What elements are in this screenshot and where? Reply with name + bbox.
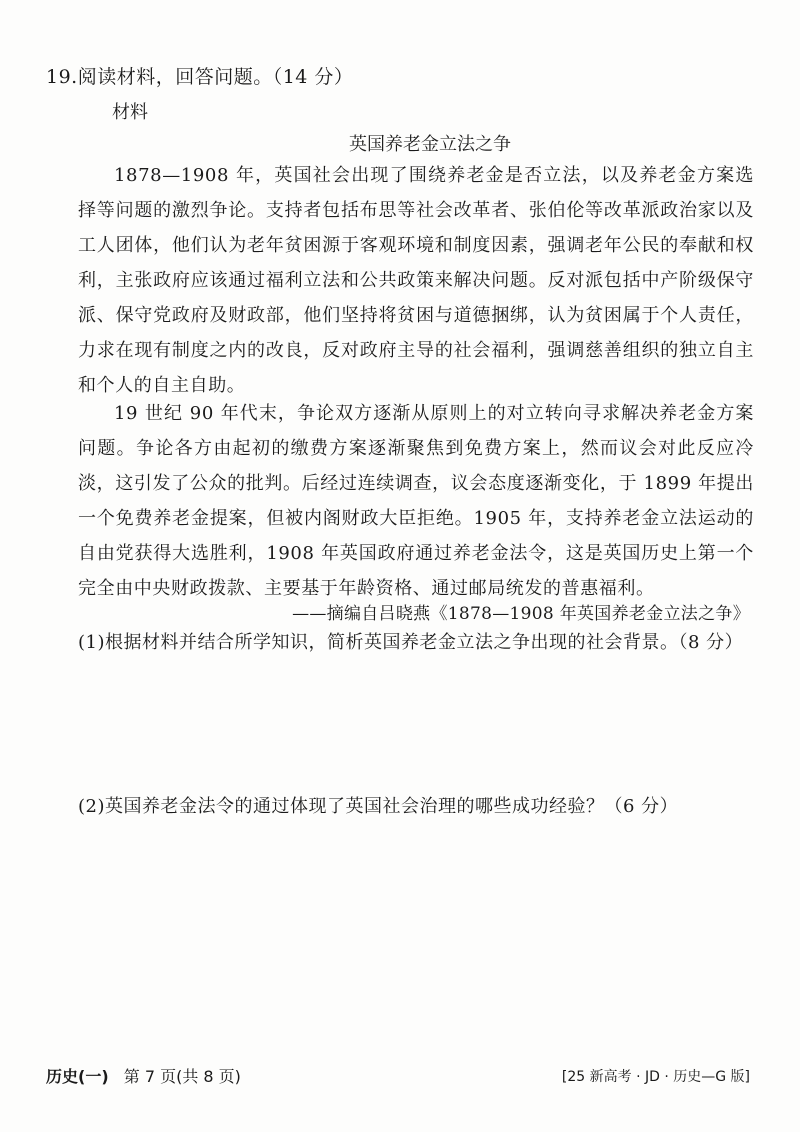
question-header: 19.阅读材料，回答问题。（14 分） (46, 66, 354, 88)
material-source: ——摘编自吕晓燕《1878—1908 年英国养老金立法之争》 (292, 604, 750, 624)
material-label: 材料 (112, 102, 148, 123)
footer-edition: [25 新高考 · JD · 历史—G 版] (561, 1069, 750, 1085)
material-paragraph-1: 1878—1908 年，英国社会出现了围绕养老金是否立法，以及养老金方案选择等问题的激烈争论。支持者包括布思等社会改革者、张伯伦等改革派政治家以及工人团体，他们认为老年贫困源于客观环境和制度因素，强调老年公民的奉献和权利，主张政府应该通过福利立法和公共政策来解决问题。反对派包括中产阶级保守派、保守党政府及财政部，他们坚持将贫困与道德捆绑，认为贫困属于个人责任，力求在现有制度之内的改良，反对政府主导的社会福利，强调慈善组织的独立自主和个人的自主自助。 (78, 165, 754, 396)
material-paragraph-2: 19 世纪 90 年代末，争论双方逐渐从原则上的对立转向寻求解决养老金方案问题。争论各方由起初的缴费方案逐渐聚焦到免费方案上，然而议会对此反应冷淡，这引发了公众的批判。后经过连续调查，议会态度逐渐变化，于 1899 年提出一个免费养老金提案，但被内阁财政大臣拒绝。1905 年，支持养老金立法运动的自由党获得大选胜利，1908 年英国政府通过养老金法令，这是英国历史上第一个完全由中央财政拨款、主要基于年龄资格、通过邮局统发的普惠福利。 (78, 403, 754, 599)
sub-question-1: (1)根据材料并结合所学知识，简析英国养老金立法之争出现的社会背景。（8 分） (78, 632, 744, 653)
material-title: 英国养老金立法之争 (349, 134, 511, 155)
footer-page-number: 第 7 页(共 8 页) (123, 1067, 241, 1086)
answer-area-1[interactable] (78, 664, 754, 784)
footer-page-info (46, 1064, 241, 1087)
answer-area-2[interactable] (78, 828, 754, 1028)
sub-question-2: (2)英国养老金法令的通过体现了英国社会治理的哪些成功经验？（6 分） (78, 796, 679, 817)
footer-subject: 历史(一) (46, 1067, 109, 1086)
